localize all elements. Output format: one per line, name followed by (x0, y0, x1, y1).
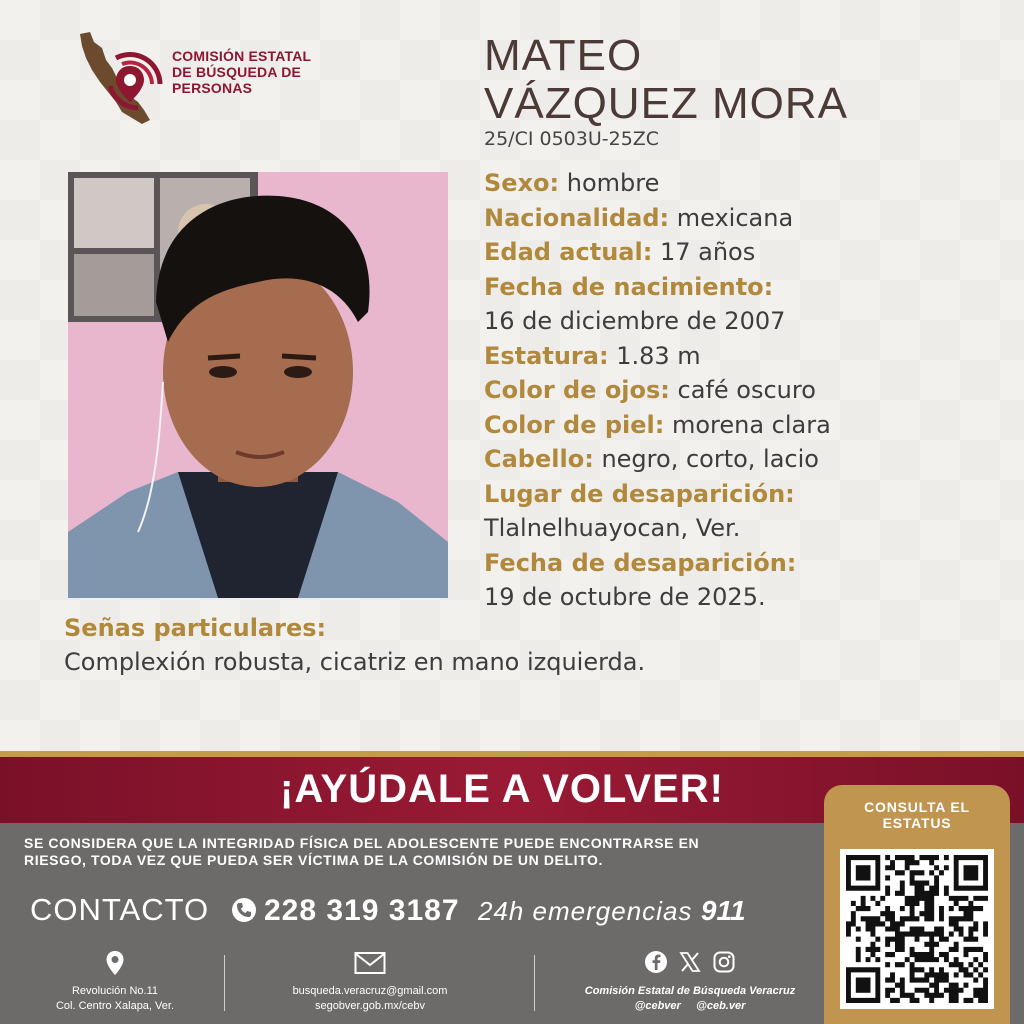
warning-line: SE CONSIDERA QUE LA INTEGRIDAD FÍSICA DEL ADOLESCENTE PUEDE ENCONTRARSE EN (24, 835, 700, 851)
person-name (484, 32, 1004, 128)
instagram-icon[interactable] (712, 950, 736, 974)
detail-label: Edad actual: (484, 238, 653, 266)
warning-line: RIESGO, TODA VEZ QUE PUEDA SER VÍCTIMA DE LA COMISIÓN DE UN DELITO. (24, 852, 603, 868)
detail-row (484, 477, 1014, 512)
marks-value: Complexión robusta, cicatriz en mano izquierda. (64, 648, 646, 676)
social-icons (560, 950, 820, 976)
facebook-icon[interactable] (644, 950, 668, 974)
risk-warning (24, 835, 824, 869)
contact-row (30, 892, 746, 932)
email-address[interactable]: busqueda.veracruz@gmail.com (292, 985, 448, 997)
organization-name (172, 48, 362, 96)
detail-value: 1.83 m (616, 341, 701, 370)
organization-logo (72, 28, 362, 128)
detail-row (484, 166, 1014, 201)
footer-divider (534, 955, 535, 1011)
organization-line: COMISIÓN ESTATAL (172, 48, 312, 64)
detail-label: Nacionalidad: (484, 203, 670, 232)
qr-code[interactable] (840, 849, 994, 1009)
qr-code-icon (846, 855, 988, 1003)
detail-value: 17 años (659, 238, 756, 266)
detail-value: 19 de octubre de 2025. (484, 583, 766, 611)
detail-row (484, 373, 1014, 408)
emergency-number[interactable]: 911 (700, 895, 746, 926)
address-line: Revolución No.11 (71, 985, 158, 997)
detail-value: 16 de diciembre de 2007 (484, 307, 786, 335)
contact-label: CONTACTO (30, 892, 210, 927)
detail-label: Lugar de desaparición: (484, 479, 795, 508)
distinguishing-marks (64, 611, 964, 679)
address-block (40, 950, 190, 1014)
qr-title (824, 799, 1010, 831)
last-name: VÁZQUEZ MORA (484, 79, 849, 128)
detail-label: Sexo: (484, 169, 560, 197)
detail-row (484, 442, 1014, 477)
detail-label: Fecha de desaparición: (484, 548, 797, 577)
person-photo (68, 172, 448, 598)
phone-icon (232, 898, 256, 922)
detail-label: Color de ojos: (484, 376, 670, 404)
email-block (250, 950, 490, 1014)
headline: ¡AYÚDALE A VOLVER! (280, 767, 724, 811)
social-handles[interactable]: @cebver @ceb.ver (634, 1000, 746, 1012)
detail-label: Color de piel: (484, 410, 665, 439)
organization-line: PERSONAS (172, 80, 253, 96)
first-name: MATEO (484, 31, 643, 80)
detail-row (484, 235, 1014, 270)
website-link[interactable]: segobver.gob.mx/cebv (314, 1000, 426, 1012)
detail-value: morena clara (671, 410, 831, 439)
veracruz-map-icon (72, 28, 172, 128)
detail-row (484, 408, 1014, 443)
detail-row (484, 201, 1014, 236)
detail-label: Estatura: (484, 341, 609, 370)
social-block (560, 950, 820, 1014)
phone-number[interactable]: 228 319 3187 (263, 894, 460, 927)
detail-value: café oscuro (677, 376, 816, 404)
person-details (484, 166, 1014, 615)
detail-value: mexicana (676, 203, 794, 232)
status-qr-panel (824, 785, 1010, 1024)
detail-row (484, 270, 1014, 305)
detail-row (484, 339, 1014, 374)
address-line: Col. Centro Xalapa, Ver. (55, 1000, 174, 1012)
qr-title-line: CONSULTA EL (864, 799, 970, 815)
envelope-icon (354, 950, 386, 976)
case-id: 25/CI 0503U-25ZC (484, 128, 660, 150)
detail-value: negro, corto, lacio (601, 445, 819, 473)
location-pin-icon (105, 950, 125, 976)
footer-divider (224, 955, 225, 1011)
qr-title-line: ESTATUS (882, 815, 952, 831)
detail-label: Fecha de nacimiento: (484, 272, 774, 301)
detail-row (484, 546, 1014, 581)
detail-row (484, 511, 1014, 546)
detail-label: Cabello: (484, 445, 594, 473)
emergency-label: 24h emergencias (477, 896, 693, 926)
detail-row (484, 304, 1014, 339)
x-icon[interactable] (678, 950, 702, 974)
marks-label: Señas particulares: (64, 614, 327, 642)
organization-line: DE BÚSQUEDA DE (172, 64, 302, 80)
detail-value: hombre (566, 169, 660, 197)
detail-value: Tlalnelhuayocan, Ver. (484, 514, 741, 542)
detail-row (484, 580, 1014, 615)
social-account-name: Comisión Estatal de Búsqueda Veracruz (584, 985, 796, 997)
